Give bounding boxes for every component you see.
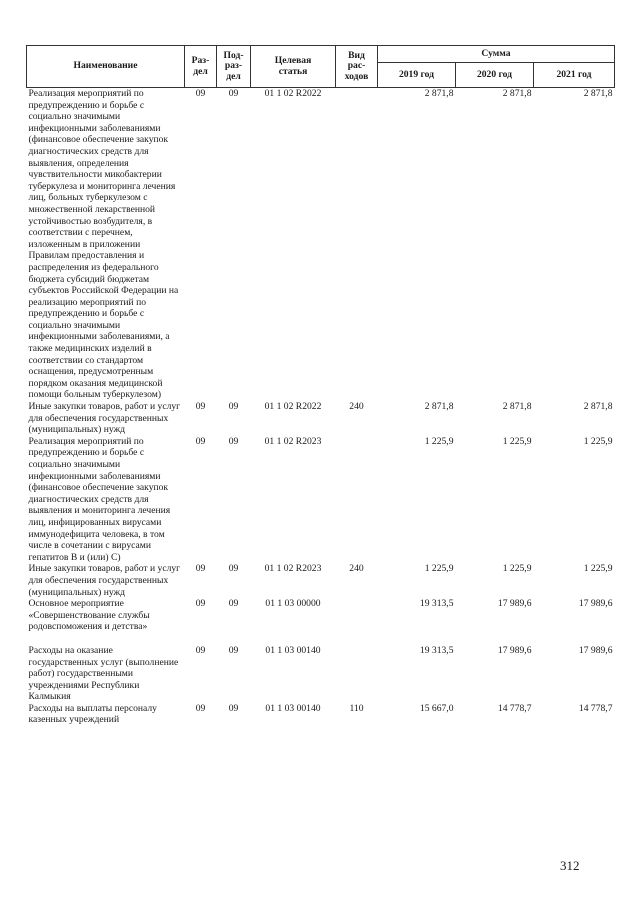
row-target: 01 1 02 R2022 <box>264 401 322 413</box>
table-row <box>27 436 615 564</box>
row-podrazdel: 09 <box>228 598 239 610</box>
row-2019: 2 871,8 <box>424 88 454 99</box>
budget-table <box>26 45 615 726</box>
col-header-2020: 2020 год <box>456 63 534 88</box>
row-2019: 1 225,9 <box>424 435 454 447</box>
row-2020: 1 225,9 <box>502 563 532 575</box>
row-vid <box>336 645 378 703</box>
row-target: 01 1 03 00140 <box>265 702 321 714</box>
row-razdel: 09 <box>195 598 206 610</box>
table-row <box>27 88 615 402</box>
table-row <box>27 563 615 598</box>
row-podrazdel: 09 <box>228 563 239 575</box>
row-2020: 17 989,6 <box>497 644 532 656</box>
row-vid <box>336 436 378 564</box>
row-name: Реализация мероприятий по предупреждению и борьбе с социально значимыми инфекционными заболеваниями (финансовое обеспечение закупок диагностических средств для выявления, определения чувствительности микобактерии туберкулеза и мониторинга лечения лиц, больных туберкулезом с множественной лекарственной устойчивостью возбудителя, в соответствии с перечнем, изложенным в приложении Правилам предоставления и распределения из федерального бюджета субсидий бюджетам субъектов Российской Федерации на реализацию мероприятий по предупреждению и борьбе с социально значимыми инфекционными заболеваниями, а также медицинских изделий в соответствии со стандартом оснащения, предусмотренным порядком оказания медицинской помощи больным туберкулезом) <box>28 88 179 401</box>
row-razdel: 09 <box>195 563 206 575</box>
row-vid: 240 <box>349 563 364 575</box>
table-header <box>27 46 615 88</box>
row-2019: 19 313,5 <box>419 598 454 610</box>
row-2019: 1 225,9 <box>424 563 454 575</box>
table-row <box>27 703 615 726</box>
row-2021: 14 778,7 <box>578 702 613 714</box>
row-2021: 17 989,6 <box>578 644 613 656</box>
row-2019: 15 667,0 <box>419 702 454 714</box>
row-name: Расходы на оказание государственных услуг (выполнение работ) государственными учреждениями Республики Калмыкия <box>28 644 179 703</box>
row-name: Расходы на выплаты персоналу казенных учреждений <box>28 702 157 726</box>
table-row <box>27 645 615 703</box>
row-2021: 2 871,8 <box>583 88 613 99</box>
row-podrazdel: 09 <box>228 401 239 413</box>
row-podrazdel: 09 <box>228 435 239 447</box>
col-header-2019: 2019 год <box>378 63 456 88</box>
col-header-2021: 2021 год <box>534 63 615 88</box>
table-row <box>27 401 615 436</box>
row-2020: 17 989,6 <box>497 598 532 610</box>
row-name: Иные закупки товаров, работ и услуг для обеспечения государственных (муниципальных) нужд <box>28 563 181 598</box>
row-podrazdel: 09 <box>228 88 239 99</box>
row-target: 01 1 03 00000 <box>265 598 321 610</box>
row-2020: 1 225,9 <box>502 435 532 447</box>
row-razdel: 09 <box>195 702 206 714</box>
row-razdel: 09 <box>195 435 206 447</box>
row-2019: 2 871,8 <box>424 401 454 413</box>
table-body <box>27 88 615 727</box>
col-header-vid: Вид рас- ходов <box>336 46 378 88</box>
row-vid <box>336 598 378 633</box>
table-row <box>27 598 615 633</box>
row-target: 01 1 03 00140 <box>265 644 321 656</box>
row-2021: 1 225,9 <box>583 435 613 447</box>
col-header-name: Наименование <box>27 46 185 88</box>
row-2019: 19 313,5 <box>419 644 454 656</box>
row-2021: 1 225,9 <box>583 563 613 575</box>
row-vid: 110 <box>349 702 364 714</box>
col-header-target: Целевая статья <box>251 46 336 88</box>
row-2020: 14 778,7 <box>497 702 532 714</box>
row-target: 01 1 02 R2023 <box>264 563 322 575</box>
row-name: Основное мероприятие «Совершенствование службы родовспоможения и детства» <box>28 598 150 633</box>
row-vid: 240 <box>349 401 364 413</box>
row-razdel: 09 <box>195 88 206 99</box>
row-podrazdel: 09 <box>228 644 239 656</box>
row-name: Реализация мероприятий по предупреждению и борьбе с социально значимыми инфекционными заболеваниями (финансовое обеспечение закупок диагностических средств для выявления и мониторинга лечения лиц, инфицированных вирусами иммунодефицита человека, в том числе в сочетании с вирусами гепатитов В и (или) С) <box>28 435 171 563</box>
row-podrazdel: 09 <box>228 702 239 714</box>
row-spacer <box>27 633 615 645</box>
row-name: Иные закупки товаров, работ и услуг для обеспечения государственных (муниципальных) нужд <box>28 401 181 436</box>
col-header-podrazdel: Под- раз- дел <box>217 46 251 88</box>
row-2020: 2 871,8 <box>502 88 532 99</box>
row-2021: 17 989,6 <box>578 598 613 610</box>
row-2020: 2 871,8 <box>502 401 532 413</box>
col-header-sum: Сумма <box>378 46 615 63</box>
row-razdel: 09 <box>195 401 206 413</box>
page-number: 312 <box>560 858 580 873</box>
row-razdel: 09 <box>195 644 206 656</box>
row-vid <box>336 88 378 402</box>
row-2021: 2 871,8 <box>583 401 613 413</box>
row-target: 01 1 02 R2023 <box>264 435 322 447</box>
col-header-razdel: Раз- дел <box>185 46 217 88</box>
row-target: 01 1 02 R2022 <box>264 88 322 99</box>
